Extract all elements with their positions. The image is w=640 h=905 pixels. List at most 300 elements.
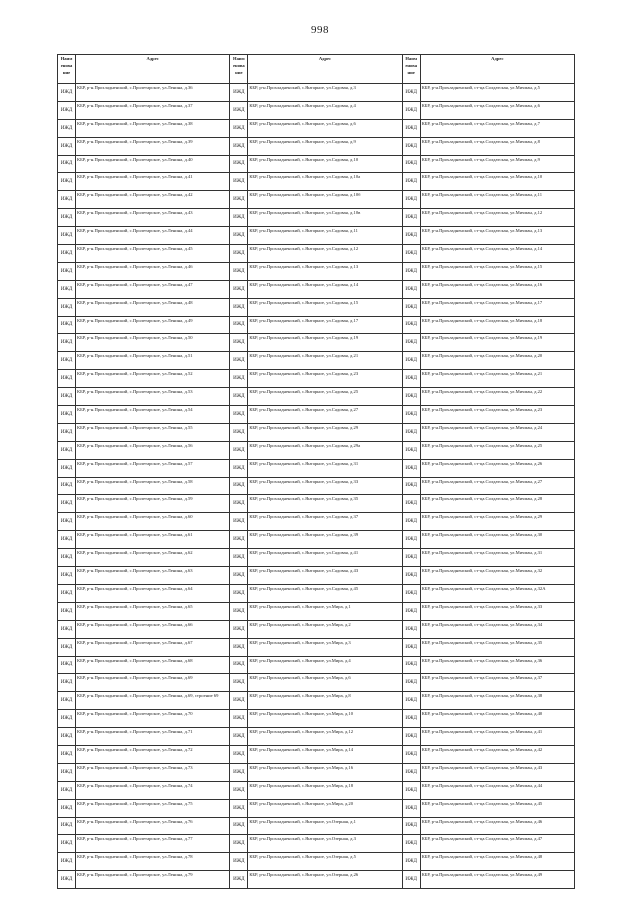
row-kind-cell: ИЖД: [230, 656, 248, 674]
row-address-cell: КБР, р-н.Прохладненский, с.Пролетарское, ул.Ленина, д.54: [76, 406, 230, 424]
table-row: [58, 209, 575, 227]
row-kind-cell: ИЖД: [230, 119, 248, 137]
row-kind-cell: ИЖД: [402, 352, 420, 370]
row-kind-cell: ИЖД: [402, 459, 420, 477]
row-address-cell: КБР, р-н.Прохладненский, с.Пролетарское, ул.Ленина, д.58: [76, 477, 230, 495]
row-address-cell: КБР, р-н.Прохладненский, с.Пролетарское, ул.Ленина, д.59: [76, 495, 230, 513]
row-kind-cell: ИЖД: [230, 602, 248, 620]
row-address-cell: КБР, р-н.Прохладненский, с.Янтарное, ул.Садовая, д.9: [248, 137, 402, 155]
table-row: [58, 763, 575, 781]
row-address-cell: КБР, р-н.Прохладненский, с.Янтарное, ул.Мира, д.20: [248, 799, 402, 817]
row-address-cell: КБР, р-н.Прохладненский, ст-ца.Солдатская, ул.Мичман, д.20: [420, 352, 574, 370]
row-kind-cell: ИЖД: [230, 137, 248, 155]
header-kind-2: Наим енова ние: [230, 55, 248, 84]
row-kind-cell: ИЖД: [58, 638, 76, 656]
row-address-cell: КБР, р-н.Прохладненский, с.Янтарное, ул.Садовая, д.3: [248, 84, 402, 102]
row-kind-cell: ИЖД: [402, 674, 420, 692]
row-kind-cell: ИЖД: [230, 513, 248, 531]
row-address-cell: КБР, р-н.Прохладненский, с.Янтарное, ул.Садовая, д.6: [248, 119, 402, 137]
row-kind-cell: ИЖД: [230, 370, 248, 388]
row-address-cell: КБР, р-н.Прохладненский, с.Пролетарское, ул.Ленина, д.52: [76, 370, 230, 388]
table-row: [58, 620, 575, 638]
row-address-cell: КБР, р-н.Прохладненский, ст-ца.Солдатская, ул.Мичман, д.5: [420, 84, 574, 102]
address-table: [57, 54, 575, 889]
row-kind-cell: ИЖД: [58, 423, 76, 441]
row-address-cell: КБР, р-н.Прохладненский, ст-ца.Солдатская, ул.Мичман, д.7: [420, 119, 574, 137]
row-kind-cell: ИЖД: [230, 209, 248, 227]
row-address-cell: КБР, р-н.Прохладненский, ст-ца.Солдатская, ул.Мичман, д.14: [420, 245, 574, 263]
row-kind-cell: ИЖД: [230, 101, 248, 119]
row-kind-cell: ИЖД: [402, 692, 420, 710]
row-address-cell: КБР, р-н.Прохладненский, ст-ца.Солдатская, ул.Мичман, д.48: [420, 853, 574, 871]
row-kind-cell: ИЖД: [58, 513, 76, 531]
row-address-cell: КБР, р-н.Прохладненский, ст-ца.Солдатская, ул.Мичман, д.6: [420, 101, 574, 119]
row-kind-cell: ИЖД: [230, 441, 248, 459]
row-kind-cell: ИЖД: [58, 352, 76, 370]
row-kind-cell: ИЖД: [58, 799, 76, 817]
row-address-cell: КБР, р-н.Прохладненский, с.Пролетарское, ул.Ленина, д.76: [76, 817, 230, 835]
row-kind-cell: ИЖД: [402, 710, 420, 728]
row-address-cell: КБР, р-н.Прохладненский, с.Пролетарское, ул.Ленина, д.72: [76, 745, 230, 763]
row-address-cell: КБР, р-н.Прохладненский, с.Пролетарское, ул.Ленина, д.79: [76, 871, 230, 889]
row-kind-cell: ИЖД: [402, 370, 420, 388]
table-row: [58, 388, 575, 406]
row-kind-cell: ИЖД: [58, 674, 76, 692]
table-row: [58, 227, 575, 245]
table-row: [58, 584, 575, 602]
row-kind-cell: ИЖД: [230, 245, 248, 263]
row-kind-cell: ИЖД: [58, 728, 76, 746]
row-address-cell: КБР, р-н.Прохладненский, с.Пролетарское, ул.Ленина, д.63: [76, 567, 230, 585]
row-kind-cell: ИЖД: [230, 531, 248, 549]
row-kind-cell: ИЖД: [402, 745, 420, 763]
row-kind-cell: ИЖД: [58, 495, 76, 513]
row-kind-cell: ИЖД: [402, 477, 420, 495]
row-kind-cell: ИЖД: [58, 763, 76, 781]
row-address-cell: КБР, р-н.Прохладненский, ст-ца.Солдатская, ул.Мичман, д.22: [420, 388, 574, 406]
row-kind-cell: ИЖД: [402, 656, 420, 674]
row-address-cell: КБР, р-н.Прохладненский, ст-ца.Солдатская, ул.Мичман, д.43: [420, 763, 574, 781]
row-kind-cell: ИЖД: [58, 853, 76, 871]
row-address-cell: КБР, р-н.Прохладненский, с.Янтарное, ул.Садовая, д.10б: [248, 191, 402, 209]
row-address-cell: КБР, р-н.Прохладненский, с.Пролетарское, ул.Ленина, д.49: [76, 316, 230, 334]
row-kind-cell: ИЖД: [402, 227, 420, 245]
row-kind-cell: ИЖД: [230, 406, 248, 424]
table-row: [58, 316, 575, 334]
table-row: [58, 477, 575, 495]
row-address-cell: КБР, р-н.Прохладненский, ст-ца.Солдатская, ул.Мичман, д.16: [420, 280, 574, 298]
row-kind-cell: ИЖД: [402, 441, 420, 459]
table-row: [58, 334, 575, 352]
row-kind-cell: ИЖД: [402, 262, 420, 280]
row-kind-cell: ИЖД: [230, 477, 248, 495]
row-address-cell: КБР, р-н.Прохладненский, с.Янтарное, ул.Садовая, д.41: [248, 549, 402, 567]
row-kind-cell: ИЖД: [402, 781, 420, 799]
row-address-cell: КБР, р-н.Прохладненский, с.Янтарное, ул.Садовая, д.10в: [248, 209, 402, 227]
table-row: [58, 423, 575, 441]
table-row: [58, 370, 575, 388]
row-kind-cell: ИЖД: [402, 853, 420, 871]
row-address-cell: КБР, р-н.Прохладненский, с.Пролетарское, ул.Ленина, д.77: [76, 835, 230, 853]
row-kind-cell: ИЖД: [402, 871, 420, 889]
table-row: [58, 441, 575, 459]
row-address-cell: КБР, р-н.Прохладненский, ст-ца.Солдатская, ул.Мичман, д.33: [420, 602, 574, 620]
row-address-cell: КБР, р-н.Прохладненский, ст-ца.Солдатская, ул.Мичман, д.19: [420, 334, 574, 352]
row-address-cell: КБР, р-н.Прохладненский, ст-ца.Солдатская, ул.Мичман, д.30: [420, 531, 574, 549]
table-row: [58, 853, 575, 871]
table-row: [58, 835, 575, 853]
row-address-cell: КБР, р-н.Прохладненский, с.Пролетарское, ул.Ленина, д.67: [76, 638, 230, 656]
row-address-cell: КБР, р-н.Прохладненский, ст-ца.Солдатская, ул.Мичман, д.40: [420, 710, 574, 728]
row-address-cell: КБР, р-н.Прохладненский, с.Пролетарское, ул.Ленина, д.62: [76, 549, 230, 567]
row-kind-cell: ИЖД: [402, 584, 420, 602]
row-address-cell: КБР, р-н.Прохладненский, с.Пролетарское, ул.Ленина, д.46: [76, 262, 230, 280]
row-kind-cell: ИЖД: [402, 84, 420, 102]
row-address-cell: КБР, р-н.Прохладненский, ст-ца.Солдатская, ул.Мичман, д.29: [420, 513, 574, 531]
row-address-cell: КБР, р-н.Прохладненский, с.Пролетарское, ул.Ленина, д.55: [76, 423, 230, 441]
row-address-cell: КБР, р-н.Прохладненский, ст-ца.Солдатская, ул.Мичман, д.25: [420, 441, 574, 459]
row-address-cell: КБР, р-н.Прохладненский, с.Янтарное, ул.Садовая, д.19: [248, 334, 402, 352]
row-address-cell: КБР, р-н.Прохладненский, с.Пролетарское, ул.Ленина, д.43: [76, 209, 230, 227]
row-address-cell: КБР, р-н.Прохладненский, с.Пролетарское, ул.Ленина, д.69, строение 69: [76, 692, 230, 710]
row-address-cell: КБР, р-н.Прохладненский, ст-ца.Солдатская, ул.Мичман, д.44: [420, 781, 574, 799]
row-kind-cell: ИЖД: [402, 620, 420, 638]
row-kind-cell: ИЖД: [402, 280, 420, 298]
row-address-cell: КБР, р-н.Прохладненский, с.Янтарное, ул.Садовая, д.17: [248, 316, 402, 334]
row-address-cell: КБР, р-н.Прохладненский, с.Янтарное, ул.Садовая, д.35: [248, 495, 402, 513]
row-address-cell: КБР, р-н.Прохладненский, с.Пролетарское, ул.Ленина, д.74: [76, 781, 230, 799]
row-address-cell: КБР, р-н.Прохладненский, ст-ца.Солдатская, ул.Мичман, д.8: [420, 137, 574, 155]
row-kind-cell: ИЖД: [230, 549, 248, 567]
row-address-cell: КБР, р-н.Прохладненский, с.Пролетарское, ул.Ленина, д.39: [76, 137, 230, 155]
table-row: [58, 191, 575, 209]
row-address-cell: КБР, р-н.Прохладненский, ст-ца.Солдатская, ул.Мичман, д.10: [420, 173, 574, 191]
row-address-cell: КБР, р-н.Прохладненский, ст-ца.Солдатская, ул.Мичман, д.21: [420, 370, 574, 388]
row-kind-cell: ИЖД: [58, 692, 76, 710]
row-address-cell: КБР, р-н.Прохладненский, с.Пролетарское, ул.Ленина, д.65: [76, 602, 230, 620]
table-row: [58, 495, 575, 513]
row-kind-cell: ИЖД: [58, 584, 76, 602]
row-kind-cell: ИЖД: [402, 549, 420, 567]
row-address-cell: КБР, р-н.Прохладненский, с.Пролетарское, ул.Ленина, д.51: [76, 352, 230, 370]
row-kind-cell: ИЖД: [58, 155, 76, 173]
row-kind-cell: ИЖД: [58, 602, 76, 620]
row-kind-cell: ИЖД: [58, 781, 76, 799]
table-row: [58, 638, 575, 656]
row-address-cell: КБР, р-н.Прохладненский, ст-ца.Солдатская, ул.Мичман, д.47: [420, 835, 574, 853]
page-number: 998: [311, 24, 329, 36]
row-address-cell: КБР, р-н.Прохладненский, с.Пролетарское, ул.Ленина, д.45: [76, 245, 230, 263]
table-row: [58, 656, 575, 674]
row-kind-cell: ИЖД: [402, 567, 420, 585]
row-address-cell: КБР, р-н.Прохладненский, с.Пролетарское, ул.Ленина, д.68: [76, 656, 230, 674]
table-row: [58, 262, 575, 280]
row-address-cell: КБР, р-н.Прохладненский, ст-ца.Солдатская, ул.Мичман, д.24: [420, 423, 574, 441]
row-kind-cell: ИЖД: [58, 316, 76, 334]
row-address-cell: КБР, р-н.Прохладненский, с.Янтарное, ул.Садовая, д.21: [248, 352, 402, 370]
row-kind-cell: ИЖД: [58, 710, 76, 728]
row-kind-cell: ИЖД: [230, 835, 248, 853]
row-address-cell: КБР, р-н.Прохладненский, ст-ца.Солдатская, ул.Мичман, д.15: [420, 262, 574, 280]
row-kind-cell: ИЖД: [58, 441, 76, 459]
row-kind-cell: ИЖД: [230, 871, 248, 889]
row-kind-cell: ИЖД: [402, 245, 420, 263]
row-kind-cell: ИЖД: [402, 799, 420, 817]
row-address-cell: КБР, р-н.Прохладненский, ст-ца.Солдатская, ул.Мичман, д.32: [420, 567, 574, 585]
row-address-cell: КБР, р-н.Прохладненский, ст-ца.Солдатская, ул.Мичман, д.28: [420, 495, 574, 513]
table-row: [58, 173, 575, 191]
row-address-cell: КБР, р-н.Прохладненский, с.Пролетарское, ул.Ленина, д.78: [76, 853, 230, 871]
row-kind-cell: ИЖД: [58, 262, 76, 280]
row-address-cell: КБР, р-н.Прохладненский, ст-ца.Солдатская, ул.Мичман, д.45: [420, 799, 574, 817]
row-address-cell: КБР, р-н.Прохладненский, с.Пролетарское, ул.Ленина, д.69: [76, 674, 230, 692]
row-kind-cell: ИЖД: [230, 674, 248, 692]
row-kind-cell: ИЖД: [402, 835, 420, 853]
row-kind-cell: ИЖД: [230, 567, 248, 585]
row-kind-cell: ИЖД: [230, 84, 248, 102]
row-address-cell: КБР, р-н.Прохладненский, ст-ца.Солдатская, ул.Мичман, д.46: [420, 817, 574, 835]
row-address-cell: КБР, р-н.Прохладненский, ст-ца.Солдатская, ул.Мичман, д.36: [420, 656, 574, 674]
row-address-cell: КБР, р-н.Прохладненский, с.Пролетарское, ул.Ленина, д.50: [76, 334, 230, 352]
row-address-cell: КБР, р-н.Прохладненский, с.Янтарное, ул.Садовая, д.33: [248, 477, 402, 495]
row-address-cell: КБР, р-н.Прохладненский, с.Пролетарское, ул.Ленина, д.36: [76, 84, 230, 102]
row-address-cell: КБР, р-н.Прохладненский, ст-ца.Солдатская, ул.Мичман, д.18: [420, 316, 574, 334]
row-kind-cell: ИЖД: [230, 692, 248, 710]
row-address-cell: КБР, р-н.Прохладненский, ст-ца.Солдатская, ул.Мичман, д.13: [420, 227, 574, 245]
header-address-3: Адрес: [420, 55, 574, 84]
row-kind-cell: ИЖД: [58, 334, 76, 352]
table-row: [58, 352, 575, 370]
row-address-cell: КБР, р-н.Прохладненский, ст-ца.Солдатская, ул.Мичман, д.26: [420, 459, 574, 477]
row-address-cell: КБР, р-н.Прохладненский, с.Янтарное, ул.Мира, д.18: [248, 781, 402, 799]
row-kind-cell: ИЖД: [58, 388, 76, 406]
row-address-cell: КБР, р-н.Прохладненский, с.Янтарное, ул.Мира, д.6: [248, 674, 402, 692]
table-row: [58, 245, 575, 263]
row-address-cell: КБР, р-н.Прохладненский, с.Янтарное, ул.Садовая, д.45: [248, 584, 402, 602]
row-kind-cell: ИЖД: [58, 280, 76, 298]
row-address-cell: КБР, р-н.Прохладненский, с.Янтарное, ул.Садовая, д.13: [248, 262, 402, 280]
row-address-cell: КБР, р-н.Прохладненский, с.Янтарное, ул.Мира, д.16: [248, 763, 402, 781]
row-kind-cell: ИЖД: [402, 209, 420, 227]
row-kind-cell: ИЖД: [230, 352, 248, 370]
row-kind-cell: ИЖД: [58, 84, 76, 102]
table-row: [58, 817, 575, 835]
row-address-cell: КБР, р-н.Прохладненский, с.Янтарное, ул.Озерная, д.3: [248, 835, 402, 853]
row-kind-cell: ИЖД: [58, 871, 76, 889]
table-row: [58, 692, 575, 710]
row-address-cell: КБР, р-н.Прохладненский, ст-ца.Солдатская, ул.Мичман, д.37: [420, 674, 574, 692]
row-kind-cell: ИЖД: [230, 638, 248, 656]
row-address-cell: КБР, р-н.Прохладненский, с.Пролетарское, ул.Ленина, д.66: [76, 620, 230, 638]
row-kind-cell: ИЖД: [402, 119, 420, 137]
row-kind-cell: ИЖД: [230, 227, 248, 245]
table-row: [58, 155, 575, 173]
row-kind-cell: ИЖД: [402, 728, 420, 746]
row-address-cell: КБР, р-н.Прохладненский, с.Янтарное, ул.Садовая, д.10а: [248, 173, 402, 191]
row-kind-cell: ИЖД: [58, 835, 76, 853]
row-address-cell: КБР, р-н.Прохладненский, с.Пролетарское, ул.Ленина, д.57: [76, 459, 230, 477]
table-header-row: [58, 55, 575, 84]
row-kind-cell: ИЖД: [230, 817, 248, 835]
row-address-cell: КБР, р-н.Прохладненский, с.Янтарное, ул.Мира, д.1: [248, 602, 402, 620]
row-kind-cell: ИЖД: [230, 262, 248, 280]
table-row: [58, 871, 575, 889]
table-row: [58, 298, 575, 316]
row-kind-cell: ИЖД: [58, 191, 76, 209]
row-address-cell: КБР, р-н.Прохладненский, с.Пролетарское, ул.Ленина, д.53: [76, 388, 230, 406]
row-kind-cell: ИЖД: [402, 101, 420, 119]
row-kind-cell: ИЖД: [58, 245, 76, 263]
row-address-cell: КБР, р-н.Прохладненский, с.Пролетарское, ул.Ленина, д.41: [76, 173, 230, 191]
row-kind-cell: ИЖД: [58, 119, 76, 137]
row-address-cell: КБР, р-н.Прохладненский, с.Янтарное, ул.Садовая, д.27: [248, 406, 402, 424]
header-address-2: Адрес: [248, 55, 402, 84]
row-kind-cell: ИЖД: [230, 853, 248, 871]
row-kind-cell: ИЖД: [230, 191, 248, 209]
row-kind-cell: ИЖД: [58, 137, 76, 155]
row-kind-cell: ИЖД: [230, 173, 248, 191]
row-kind-cell: ИЖД: [230, 495, 248, 513]
row-address-cell: КБР, р-н.Прохладненский, с.Янтарное, ул.Озерная, д.5: [248, 853, 402, 871]
row-address-cell: КБР, р-н.Прохладненский, с.Пролетарское, ул.Ленина, д.61: [76, 531, 230, 549]
row-kind-cell: ИЖД: [230, 316, 248, 334]
row-address-cell: КБР, р-н.Прохладненский, ст-ца.Солдатская, ул.Мичман, д.34: [420, 620, 574, 638]
row-address-cell: КБР, р-н.Прохладненский, ст-ца.Солдатская, ул.Мичман, д.23: [420, 406, 574, 424]
row-kind-cell: ИЖД: [230, 334, 248, 352]
row-kind-cell: ИЖД: [402, 513, 420, 531]
row-kind-cell: ИЖД: [58, 549, 76, 567]
row-address-cell: КБР, р-н.Прохладненский, с.Янтарное, ул.Мира, д.4: [248, 656, 402, 674]
row-address-cell: КБР, р-н.Прохладненский, ст-ца.Солдатская, ул.Мичман, д.32А: [420, 584, 574, 602]
row-address-cell: КБР, р-н.Прохладненский, с.Пролетарское, ул.Ленина, д.38: [76, 119, 230, 137]
row-kind-cell: ИЖД: [230, 388, 248, 406]
table-row: [58, 710, 575, 728]
table-row: [58, 513, 575, 531]
row-address-cell: КБР, р-н.Прохладненский, ст-ца.Солдатская, ул.Мичман, д.11: [420, 191, 574, 209]
row-address-cell: КБР, р-н.Прохладненский, с.Янтарное, ул.Мира, д.8: [248, 692, 402, 710]
table-row: [58, 602, 575, 620]
row-kind-cell: ИЖД: [402, 406, 420, 424]
row-kind-cell: ИЖД: [402, 298, 420, 316]
table-row: [58, 406, 575, 424]
row-kind-cell: ИЖД: [402, 817, 420, 835]
table-row: [58, 745, 575, 763]
row-address-cell: КБР, р-н.Прохладненский, с.Янтарное, ул.Мира, д.14: [248, 745, 402, 763]
header-address-1: Адрес: [76, 55, 230, 84]
row-address-cell: КБР, р-н.Прохладненский, с.Янтарное, ул.Озерная, д.1: [248, 817, 402, 835]
row-kind-cell: ИЖД: [402, 602, 420, 620]
row-kind-cell: ИЖД: [58, 817, 76, 835]
row-kind-cell: ИЖД: [402, 388, 420, 406]
row-kind-cell: ИЖД: [230, 584, 248, 602]
row-kind-cell: ИЖД: [58, 477, 76, 495]
row-kind-cell: ИЖД: [230, 155, 248, 173]
row-address-cell: КБР, р-н.Прохладненский, с.Пролетарское, ул.Ленина, д.70: [76, 710, 230, 728]
row-kind-cell: ИЖД: [402, 638, 420, 656]
row-kind-cell: ИЖД: [230, 280, 248, 298]
table-row: [58, 781, 575, 799]
row-kind-cell: ИЖД: [58, 298, 76, 316]
row-kind-cell: ИЖД: [230, 745, 248, 763]
row-kind-cell: ИЖД: [58, 745, 76, 763]
row-kind-cell: ИЖД: [230, 781, 248, 799]
row-address-cell: КБР, р-н.Прохладненский, ст-ца.Солдатская, ул.Мичман, д.27: [420, 477, 574, 495]
row-kind-cell: ИЖД: [230, 423, 248, 441]
row-address-cell: КБР, р-н.Прохладненский, с.Пролетарское, ул.Ленина, д.37: [76, 101, 230, 119]
table-row: [58, 549, 575, 567]
row-kind-cell: ИЖД: [402, 155, 420, 173]
table-row: [58, 137, 575, 155]
row-kind-cell: ИЖД: [402, 423, 420, 441]
row-address-cell: КБР, р-н.Прохладненский, с.Янтарное, ул.Садовая, д.23: [248, 370, 402, 388]
row-address-cell: КБР, р-н.Прохладненский, ст-ца.Солдатская, ул.Мичман, д.12: [420, 209, 574, 227]
row-address-cell: КБР, р-н.Прохладненский, с.Пролетарское, ул.Ленина, д.71: [76, 728, 230, 746]
table-row: [58, 84, 575, 102]
row-kind-cell: ИЖД: [230, 298, 248, 316]
row-address-cell: КБР, р-н.Прохладненский, с.Янтарное, ул.Садовая, д.29а: [248, 441, 402, 459]
table-row: [58, 567, 575, 585]
table-row: [58, 728, 575, 746]
row-kind-cell: ИЖД: [58, 227, 76, 245]
row-address-cell: КБР, р-н.Прохладненский, с.Янтарное, ул.Мира, д.10: [248, 710, 402, 728]
row-address-cell: КБР, р-н.Прохладненский, ст-ца.Солдатская, ул.Мичман, д.31: [420, 549, 574, 567]
row-address-cell: КБР, р-н.Прохладненский, с.Пролетарское, ул.Ленина, д.73: [76, 763, 230, 781]
row-kind-cell: ИЖД: [402, 316, 420, 334]
row-address-cell: КБР, р-н.Прохладненский, с.Пролетарское, ул.Ленина, д.47: [76, 280, 230, 298]
row-address-cell: КБР, р-н.Прохладненский, с.Янтарное, ул.Мира, д.3: [248, 638, 402, 656]
row-address-cell: КБР, р-н.Прохладненский, с.Пролетарское, ул.Ленина, д.64: [76, 584, 230, 602]
row-kind-cell: ИЖД: [230, 763, 248, 781]
row-kind-cell: ИЖД: [230, 620, 248, 638]
table-row: [58, 674, 575, 692]
row-kind-cell: ИЖД: [402, 137, 420, 155]
row-address-cell: КБР, р-н.Прохладненский, с.Пролетарское, ул.Ленина, д.56: [76, 441, 230, 459]
table-row: [58, 799, 575, 817]
row-address-cell: КБР, р-н.Прохладненский, с.Пролетарское, ул.Ленина, д.60: [76, 513, 230, 531]
table-row: [58, 531, 575, 549]
row-kind-cell: ИЖД: [402, 763, 420, 781]
row-address-cell: КБР, р-н.Прохладненский, с.Янтарное, ул.Садовая, д.25: [248, 388, 402, 406]
row-address-cell: КБР, р-н.Прохладненский, с.Янтарное, ул.Мира, д.2: [248, 620, 402, 638]
row-address-cell: КБР, р-н.Прохладненский, с.Янтарное, ул.Садовая, д.31: [248, 459, 402, 477]
row-address-cell: КБР, р-н.Прохладненский, с.Янтарное, ул.Садовая, д.14: [248, 280, 402, 298]
row-address-cell: КБР, р-н.Прохладненский, с.Янтарное, ул.Садовая, д.39: [248, 531, 402, 549]
row-kind-cell: ИЖД: [58, 620, 76, 638]
row-address-cell: КБР, р-н.Прохладненский, с.Пролетарское, ул.Ленина, д.40: [76, 155, 230, 173]
row-address-cell: КБР, р-н.Прохладненский, с.Пролетарское, ул.Ленина, д.48: [76, 298, 230, 316]
row-address-cell: КБР, р-н.Прохладненский, с.Янтарное, ул.Садовая, д.43: [248, 567, 402, 585]
row-kind-cell: ИЖД: [58, 209, 76, 227]
table-row: [58, 119, 575, 137]
row-kind-cell: ИЖД: [230, 459, 248, 477]
row-kind-cell: ИЖД: [402, 495, 420, 513]
row-kind-cell: ИЖД: [402, 334, 420, 352]
row-address-cell: КБР, р-н.Прохладненский, ст-ца.Солдатская, ул.Мичман, д.35: [420, 638, 574, 656]
row-address-cell: КБР, р-н.Прохладненский, с.Янтарное, ул.Мира, д.12: [248, 728, 402, 746]
row-address-cell: КБР, р-н.Прохладненский, ст-ца.Солдатская, ул.Мичман, д.49: [420, 871, 574, 889]
row-address-cell: КБР, р-н.Прохладненский, с.Янтарное, ул.Садовая, д.10: [248, 155, 402, 173]
row-address-cell: КБР, р-н.Прохладненский, ст-ца.Солдатская, ул.Мичман, д.17: [420, 298, 574, 316]
row-kind-cell: ИЖД: [58, 101, 76, 119]
header-kind-3: Наим енова ние: [402, 55, 420, 84]
row-kind-cell: ИЖД: [58, 173, 76, 191]
table-row: [58, 280, 575, 298]
row-address-cell: КБР, р-н.Прохладненский, с.Пролетарское, ул.Ленина, д.75: [76, 799, 230, 817]
row-kind-cell: ИЖД: [58, 459, 76, 477]
row-address-cell: КБР, р-н.Прохладненский, ст-ца.Солдатская, ул.Мичман, д.41: [420, 728, 574, 746]
row-address-cell: КБР, р-н.Прохладненский, ст-ца.Солдатская, ул.Мичман, д.42: [420, 745, 574, 763]
row-address-cell: КБР, р-н.Прохладненский, с.Янтарное, ул.Садовая, д.11: [248, 227, 402, 245]
